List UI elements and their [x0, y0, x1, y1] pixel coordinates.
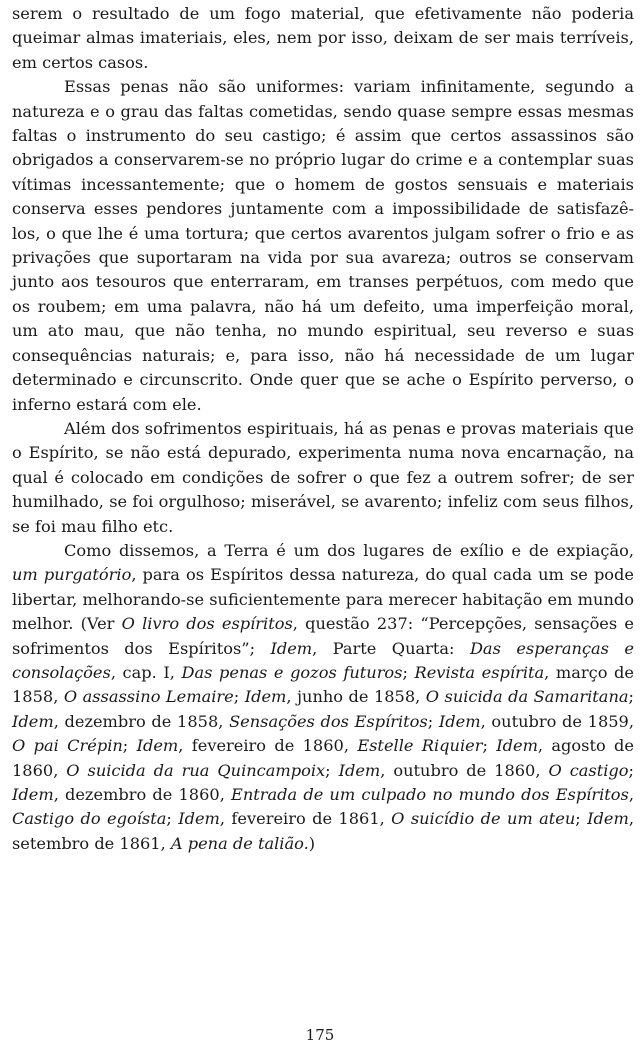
text-segment: ;: [122, 736, 137, 756]
paragraph: [12, 2, 634, 75]
paragraph: [12, 539, 634, 856]
italic-text: O suicida da rua Quincampoix: [66, 760, 326, 780]
italic-text: Idem: [587, 809, 629, 829]
page-number: 175: [305, 1026, 335, 1044]
italic-text: Idem: [244, 687, 287, 707]
italic-text: um purgatório: [12, 565, 132, 585]
text-segment: , março de 1858,: [12, 662, 634, 707]
italic-text: Idem: [270, 638, 313, 658]
italic-text: O castigo: [548, 760, 629, 780]
text-segment: , dezembro de 1858,: [53, 711, 230, 731]
text-segment: ;: [628, 687, 634, 707]
italic-text: Revista espírita: [414, 662, 545, 682]
italic-text: Idem: [496, 736, 538, 756]
text-segment: , outubro de 1860,: [380, 760, 549, 780]
italic-text: Idem: [12, 711, 54, 731]
text-segment: , fevereiro de 1860,: [178, 736, 358, 756]
italic-text: Idem: [12, 785, 54, 804]
text-segment: Essas penas não são uniformes: variam infinitamente, segundo a natureza e o grau das faltas cometidas, sendo quase sempre essas mesmas faltas o instrumento do seu castigo; é assim que certos assassinos são obrigados a conservarem-se no próprio lugar do crime e a contemplar suas vítimas incessantemente; que o homem de gostos sensuais e materiais conserva esses pendores juntamente com a impossibilidade de satisfazê-los, o que lhe é uma tortura; que certos avarentos julgam sofrer o frio e as privações que suportaram na vida por sua avareza; outros se conservam junto aos tesouros que enterraram, em transes perpétuos, com medo que os roubem; em uma palavra, não há um defeito, uma imperfeição moral, um ato mau, que não tenha, no mundo espiritual, seu reverso e suas consequências naturais; e, para isso, não há necessidade de um lugar determinado e circunscrito. Onde quer que se ache o Espírito perverso, o inferno estará com ele.: [12, 77, 634, 414]
italic-text: O assassino Lemaire: [63, 687, 234, 707]
italic-text: Das penas e gozos futuros: [181, 662, 403, 682]
italic-text: Sensações dos Espíritos: [229, 711, 428, 731]
text-segment: ;: [233, 687, 245, 707]
italic-text: Estelle Riquier: [357, 736, 483, 756]
text-segment: , Parte Quarta:: [312, 638, 470, 658]
text-segment: Como dissemos, a Terra é um dos lugares de exílio e de expiação,: [64, 540, 634, 560]
italic-text: O pai Crépin: [12, 736, 123, 756]
text-segment: , dezembro de 1860,: [53, 785, 232, 804]
text-segment: , questão 237: “Percepções, sensações e sofrimentos dos Espíritos”;: [12, 614, 634, 658]
page-body: [12, 2, 634, 856]
text-segment: ;: [575, 809, 588, 829]
text-segment: , cap. I,: [110, 662, 182, 682]
text-segment: , junho de 1858,: [286, 687, 426, 707]
italic-text: A pena de talião.: [170, 833, 309, 853]
text-segment: , setembro de 1861,: [12, 809, 634, 853]
text-block: [12, 2, 634, 856]
text-segment: , para os Espíritos dessa natureza, do qual cada um se pode libertar, melhorando-se suficientemente para merecer habitação em mundo melhor. (Ver: [12, 565, 634, 634]
text-segment: ;: [402, 662, 415, 682]
italic-text: Idem: [178, 809, 220, 829]
text-segment: , fevereiro de 1861,: [219, 809, 392, 829]
text-segment: ;: [166, 809, 179, 829]
italic-text: O livro dos espíritos: [121, 614, 293, 634]
text-segment: ;: [325, 760, 339, 780]
text-segment: , outubro de 1859,: [480, 711, 634, 731]
text-segment: ;: [628, 760, 634, 780]
text-segment: ): [308, 833, 316, 853]
italic-text: O suicida da Samaritana: [425, 687, 629, 707]
text-segment: serem o resultado de um fogo material, que efetivamente não poderia queimar almas imateriais, eles, nem por isso, deixam de ser mais terríveis, em certos casos.: [12, 4, 634, 72]
paragraph: [12, 75, 634, 417]
italic-text: Das esperanças e consolações: [12, 638, 635, 682]
italic-text: Idem: [136, 736, 179, 756]
italic-text: Idem: [338, 760, 381, 780]
italic-text: O suicídio de um ateu: [391, 809, 576, 829]
paragraph: [12, 417, 634, 539]
text-segment: , agosto de 1860,: [12, 736, 634, 780]
italic-text: Entrada de um culpado no mundo dos Espíritos: [231, 785, 629, 804]
italic-text: Castigo do egoísta: [12, 809, 167, 829]
text-segment: Além dos sofrimentos espirituais, há as penas e provas materiais que o Espírito, se não está depurado, experimenta numa nova encarnação, na qual é colocado em condições de sofrer o que fez a outrem sofrer; de ser humilhado, se foi orgulhoso; miserável, se avarento; infeliz com seus filhos, se foi mau filho etc.: [12, 418, 634, 536]
italic-text: Idem: [438, 711, 481, 731]
text-segment: ,: [628, 785, 634, 804]
text-segment: ;: [427, 711, 439, 731]
text-segment: ;: [482, 736, 497, 756]
